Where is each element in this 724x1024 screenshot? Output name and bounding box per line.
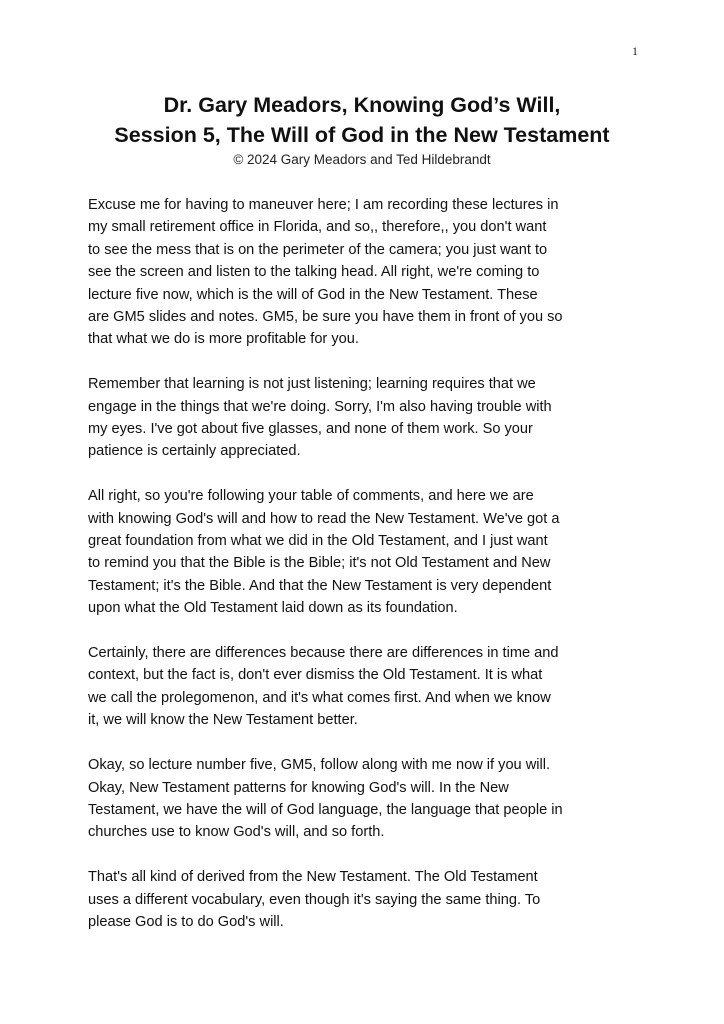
text-line: churches use to know God's will, and so forth.	[88, 824, 385, 841]
text-line: great foundation from what we did in the Old Testament, and I just want	[88, 533, 548, 550]
text-line: my eyes. I've got about five glasses, and none of them work. So your	[88, 421, 533, 438]
text-line: it, we will know the New Testament better.	[88, 712, 358, 729]
document-title-line-2: Session 5, The Will of God in the New Testament	[114, 123, 610, 147]
text-line: Testament, we have the will of God language, the language that people in	[88, 801, 563, 818]
text-line: lecture five now, which is the will of God in the New Testament. These	[88, 286, 538, 303]
text-line: with knowing God's will and how to read the New Testament. We've got a	[88, 510, 560, 527]
text-line: upon what the Old Testament laid down as its foundation.	[88, 600, 458, 617]
text-line: That's all kind of derived from the New Testament. The Old Testament	[88, 869, 538, 886]
text-line: Excuse me for having to maneuver here; I am recording these lectures in	[88, 197, 559, 213]
paragraph-1	[88, 194, 648, 351]
text-line: we call the prolegomenon, and it's what comes first. And when we know	[88, 689, 551, 706]
document-header	[0, 90, 724, 169]
copyright-notice: © 2024 Gary Meadors and Ted Hildebrandt	[233, 152, 491, 167]
transcript-body	[88, 194, 648, 956]
document-title-line-1: Dr. Gary Meadors, Knowing God’s Will,	[163, 93, 561, 117]
text-line: Okay, so lecture number five, GM5, follow along with me now if you will.	[88, 757, 551, 774]
paragraph-6	[88, 866, 648, 933]
text-line: that what we do is more profitable for you.	[88, 331, 359, 348]
paragraph-2	[88, 373, 648, 463]
text-line: my small retirement office in Florida, and so,, therefore,, you don't want	[88, 219, 547, 236]
text-line: uses a different vocabulary, even though it's saying the same thing. To	[88, 891, 541, 908]
text-line: context, but the fact is, don't ever dismiss the Old Testament. It is what	[88, 667, 543, 684]
text-line: engage in the things that we're doing. Sorry, I'm also having trouble with	[88, 398, 552, 415]
paragraph-3	[88, 485, 648, 619]
page-number: 1	[632, 44, 638, 58]
paragraph-4	[88, 642, 648, 732]
text-line: All right, so you're following your table of comments, and here we are	[88, 488, 534, 505]
text-line: see the screen and listen to the talking head. All right, we're coming to	[88, 264, 540, 281]
text-line: are GM5 slides and notes. GM5, be sure you have them in front of you so	[88, 309, 563, 326]
text-line: to remind you that the Bible is the Bible; it's not Old Testament and New	[88, 555, 551, 572]
text-line: to see the mess that is on the perimeter of the camera; you just want to	[88, 241, 548, 258]
text-line: Certainly, there are differences because there are differences in time and	[88, 645, 559, 662]
text-line: patience is certainly appreciated.	[88, 443, 301, 460]
text-line: Testament; it's the Bible. And that the New Testament is very dependent	[88, 577, 552, 594]
text-line: Remember that learning is not just listening; learning requires that we	[88, 376, 536, 393]
text-line: Okay, New Testament patterns for knowing God's will. In the New	[88, 779, 509, 796]
text-line: please God is to do God's will.	[88, 913, 284, 930]
paragraph-5	[88, 754, 648, 844]
